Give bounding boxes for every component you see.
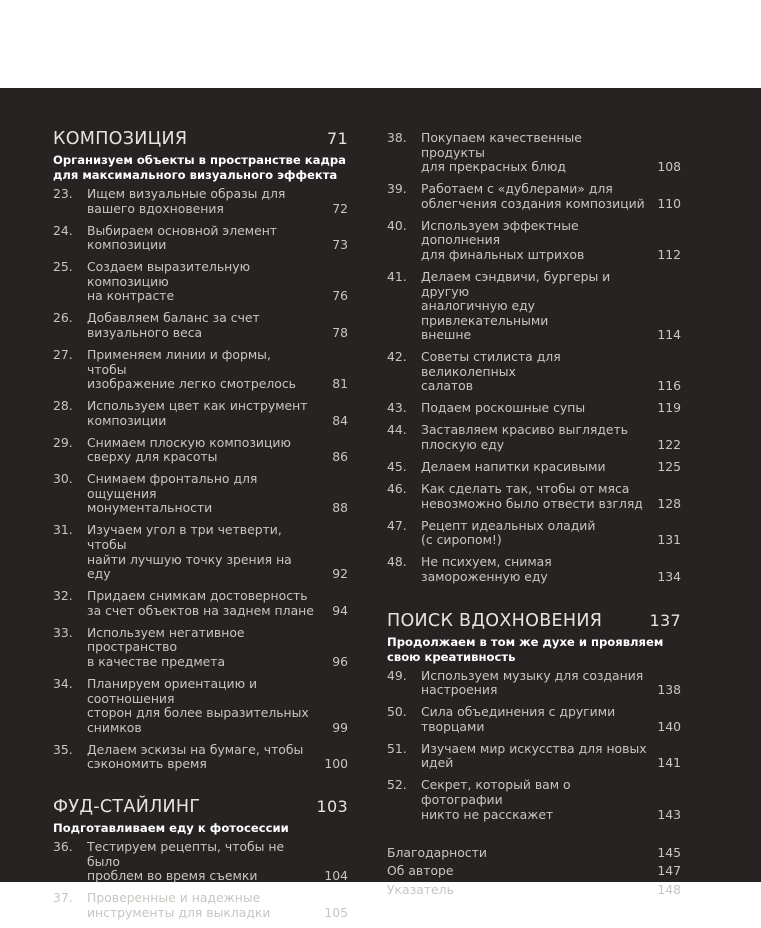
- toc-entry: [387, 401, 681, 416]
- entry-title-line: Заставляем красиво выглядеть: [421, 422, 629, 438]
- toc-entry: [53, 348, 348, 392]
- entry-title: [421, 555, 647, 584]
- back-matter-page: 147: [657, 863, 681, 879]
- toc-entry: [387, 350, 681, 394]
- entry-page: 114: [657, 327, 681, 343]
- entry-page: 141: [657, 755, 681, 771]
- toc-entry: [53, 399, 348, 428]
- entry-title: [87, 840, 314, 884]
- section-page: 103: [316, 797, 348, 817]
- entry-title-line: монументальности: [87, 500, 213, 516]
- toc-entry: [387, 460, 681, 475]
- entry-list: [53, 187, 348, 772]
- entry-page: 104: [324, 868, 348, 884]
- entry-list: [53, 840, 348, 920]
- entry-number: 51.: [387, 740, 407, 756]
- entry-title: [87, 436, 314, 465]
- entry-number: 30.: [53, 471, 73, 487]
- entry-page: 78: [332, 324, 348, 340]
- entry-title-line: аналогичную еду привлекательными: [421, 298, 549, 328]
- entry-number: 27.: [53, 346, 73, 362]
- toc-entry: [53, 589, 348, 618]
- entry-page: 99: [332, 719, 348, 735]
- entry-title-line: Добавляем баланс за счет: [87, 310, 260, 326]
- entry-title-line: Используем цвет как инструмент: [87, 398, 308, 414]
- entry-title-line: инструменты для выкладки: [87, 905, 271, 921]
- entry-number: 46.: [387, 481, 407, 496]
- entry-page: 96: [332, 653, 348, 669]
- entry-title: [87, 626, 314, 670]
- entry-title-line: Изучаем мир искусства для новых: [421, 740, 647, 756]
- entry-title: [87, 589, 314, 618]
- toc-entry: [53, 436, 348, 465]
- toc-entry: [387, 423, 681, 452]
- entry-title-line: сверху для красоты: [87, 449, 218, 465]
- toc-entry: [387, 482, 681, 511]
- entry-title-line: идей: [421, 755, 454, 771]
- entry-title: [421, 270, 647, 343]
- entry-title-line: для финальных штрихов: [421, 246, 585, 262]
- entry-page: 73: [332, 237, 348, 253]
- entry-number: 24.: [53, 222, 73, 238]
- toc-entry: [387, 519, 681, 548]
- entry-title-line: сторон для более выразительных: [87, 705, 309, 721]
- toc-entry: [53, 840, 348, 884]
- entry-title-line: Секрет, который вам о фотографии: [421, 777, 571, 808]
- entry-title-line: Тестируем рецепты, чтобы не было: [87, 839, 285, 869]
- entry-number: 43.: [387, 400, 407, 416]
- entry-title-line: Подаем роскошные супы: [421, 400, 586, 416]
- back-matter-entry: [387, 881, 681, 900]
- entry-page: 112: [657, 246, 681, 262]
- entry-title-line: Сила объединения с другими: [421, 704, 616, 720]
- entry-page: 140: [657, 718, 681, 734]
- entry-page: 88: [332, 500, 348, 516]
- entry-title: [421, 401, 647, 416]
- entry-title: [421, 460, 647, 475]
- top-margin: [0, 0, 761, 88]
- entry-title: [421, 423, 647, 452]
- entry-title-line: салатов: [421, 378, 474, 394]
- entry-title: [87, 523, 314, 581]
- section-title: КОМПОЗИЦИЯ: [53, 129, 188, 149]
- entry-number: 50.: [387, 704, 407, 720]
- entry-title: [87, 472, 314, 516]
- entry-number: 41.: [387, 268, 407, 284]
- toc-entry: [53, 472, 348, 516]
- toc-right-column: [387, 131, 681, 899]
- entry-title: [421, 350, 647, 394]
- entry-title-line: Снимаем плоскую композицию: [87, 434, 291, 450]
- entry-number: 34.: [53, 675, 73, 691]
- entry-title: [421, 219, 647, 263]
- entry-list: [387, 669, 681, 823]
- entry-title-line: облегчения создания композиций: [421, 195, 645, 211]
- entry-title: [87, 399, 314, 428]
- entry-title-line: Проверенные и надежные: [87, 890, 261, 906]
- toc-page: [0, 88, 761, 921]
- entry-title: [421, 742, 647, 771]
- entry-title-line: Делаем эскизы на бумаге, чтобы: [87, 741, 304, 757]
- entry-title-line: Выбираем основной элемент: [87, 222, 278, 238]
- entry-list: [387, 131, 681, 584]
- entry-title-line: творцами: [421, 718, 485, 734]
- entry-number: 45.: [387, 459, 407, 475]
- entry-page: 81: [332, 376, 348, 392]
- entry-page: 108: [657, 159, 681, 175]
- entry-title-line: изображение легко смотрелось: [87, 376, 296, 392]
- section-subtitle: Продолжаем в том же духе и проявляем свою креативность: [387, 634, 664, 664]
- entry-page: 143: [657, 806, 681, 822]
- entry-page: 122: [657, 437, 681, 453]
- entry-page: 131: [657, 532, 681, 548]
- toc-entry: [387, 669, 681, 698]
- entry-title-line: плоскую еду: [421, 437, 505, 453]
- entry-page: 72: [332, 200, 348, 216]
- back-matter-list: [387, 844, 681, 900]
- toc-entry: [387, 131, 681, 175]
- entry-page: 86: [332, 449, 348, 465]
- entry-title: [87, 743, 314, 772]
- back-matter-page: 145: [657, 844, 681, 860]
- entry-title-line: композиции: [87, 237, 167, 253]
- entry-page: 76: [332, 288, 348, 304]
- entry-title: [87, 348, 314, 392]
- section-title: ПОИСК ВДОХНОВЕНИЯ: [387, 610, 603, 631]
- toc-entry: [387, 182, 681, 211]
- entry-number: 26.: [53, 310, 73, 326]
- toc-entry: [53, 224, 348, 253]
- entry-page: 110: [657, 195, 681, 211]
- entry-title: [421, 778, 647, 822]
- entry-title-line: Планируем ориентацию и соотношения: [87, 675, 258, 706]
- entry-title: [87, 311, 314, 340]
- back-matter-label: Указатель: [387, 881, 454, 897]
- entry-title: [87, 260, 314, 304]
- entry-number: 25.: [53, 259, 73, 275]
- entry-number: 49.: [387, 667, 407, 683]
- back-matter-entry: [387, 862, 681, 881]
- toc-entry: [53, 891, 348, 920]
- toc-entry: [53, 187, 348, 216]
- entry-title-line: Изучаем угол в три четверти, чтобы: [87, 522, 282, 552]
- entry-number: 38.: [387, 130, 407, 145]
- entry-title-line: замороженную еду: [421, 568, 548, 584]
- entry-number: 47.: [387, 517, 407, 533]
- entry-title-line: Используем эффектные дополнения: [421, 217, 579, 248]
- entry-title-line: Придаем снимкам достоверность: [87, 588, 308, 604]
- entry-title-line: Советы стилиста для великолепных: [421, 349, 561, 379]
- entry-title-line: найти лучшую точку зрения на еду: [87, 551, 292, 582]
- entry-page: 92: [332, 566, 348, 582]
- entry-number: 39.: [387, 181, 407, 197]
- entry-page: 94: [332, 602, 348, 618]
- entry-number: 35.: [53, 741, 73, 757]
- entry-title-line: проблем во время съемки: [87, 868, 258, 884]
- toc-entry: [387, 742, 681, 771]
- entry-page: 84: [332, 412, 348, 428]
- entry-number: 31.: [53, 522, 73, 538]
- entry-title-line: Покупаем качественные продукты: [421, 130, 582, 160]
- entry-title: [421, 519, 647, 548]
- entry-title-line: визуального веса: [87, 324, 203, 340]
- entry-page: 138: [657, 682, 681, 698]
- section-heading: [53, 127, 348, 151]
- back-matter-label: Благодарности: [387, 844, 487, 860]
- entry-title-line: композиции: [87, 412, 167, 428]
- entry-title-line: Создаем выразительную композицию: [87, 259, 251, 289]
- entry-title-line: никто не расскажет: [421, 806, 554, 822]
- entry-number: 33.: [53, 624, 73, 640]
- entry-title: [87, 677, 314, 735]
- entry-title-line: Снимаем фронтально для ощущения: [87, 471, 258, 501]
- entry-title-line: Делаем сэндвичи, бургеры и другую: [421, 268, 611, 299]
- entry-number: 42.: [387, 349, 407, 365]
- toc-entry: [387, 555, 681, 584]
- entry-title-line: вашего вдохновения: [87, 200, 224, 216]
- entry-title: [87, 891, 314, 920]
- entry-number: 29.: [53, 434, 73, 450]
- section-subtitle: Организуем объекты в пространстве кадра для максимального визуального эффекта: [53, 153, 346, 182]
- section-heading: [53, 795, 348, 819]
- entry-number: 44.: [387, 422, 407, 438]
- entry-number: 32.: [53, 588, 73, 604]
- entry-page: 134: [657, 568, 681, 584]
- entry-title-line: в качестве предмета: [87, 653, 226, 669]
- toc-entry: [53, 523, 348, 581]
- toc-entry: [53, 311, 348, 340]
- section-title: ФУД-СТАЙЛИНГ: [53, 797, 201, 818]
- entry-number: 36.: [53, 839, 73, 855]
- entry-title-line: сэкономить время: [87, 756, 207, 772]
- entry-title-line: для прекрасных блюд: [421, 159, 566, 175]
- entry-number: 48.: [387, 554, 407, 570]
- entry-title-line: Работаем с «дублерами» для: [421, 181, 613, 197]
- entry-title-line: за счет объектов на заднем плане: [87, 602, 314, 618]
- entry-title-line: Используем музыку для создания: [421, 667, 644, 683]
- entry-number: 52.: [387, 777, 407, 793]
- toc-entry: [53, 626, 348, 670]
- toc-left-column: [53, 127, 348, 928]
- section-page: 71: [327, 129, 348, 148]
- back-matter-label: Об авторе: [387, 863, 454, 879]
- entry-title: [87, 187, 314, 216]
- toc-entry: [387, 219, 681, 263]
- entry-title-line: Не психуем, снимая: [421, 554, 552, 570]
- toc-entry: [387, 778, 681, 822]
- entry-title: [421, 131, 647, 175]
- back-matter-entry: [387, 844, 681, 863]
- entry-title-line: (с сиропом!): [421, 532, 502, 548]
- entry-number: 40.: [387, 217, 407, 233]
- section-page: 137: [649, 610, 681, 630]
- back-matter-page: 148: [657, 881, 681, 897]
- entry-title: [421, 669, 647, 698]
- entry-page: 105: [324, 905, 348, 921]
- entry-number: 37.: [53, 890, 73, 906]
- entry-title: [421, 482, 647, 511]
- entry-title-line: снимков: [87, 719, 142, 735]
- entry-title-line: Как сделать так, чтобы от мяса: [421, 481, 630, 496]
- entry-title: [87, 224, 314, 253]
- toc-entry: [53, 677, 348, 735]
- entry-page: 128: [657, 495, 681, 511]
- entry-page: 125: [657, 459, 681, 475]
- section-heading: [387, 609, 681, 633]
- entry-page: 100: [324, 756, 348, 772]
- entry-title-line: внешне: [421, 327, 472, 343]
- entry-title-line: Применяем линии и формы, чтобы: [87, 346, 271, 377]
- entry-title-line: Используем негативное пространство: [87, 624, 245, 655]
- entry-title-line: на контрасте: [87, 288, 175, 304]
- entry-title-line: Рецепт идеальных оладий: [421, 517, 596, 533]
- entry-title: [421, 705, 647, 734]
- section-subtitle: Подготавливаем еду к фотосессии: [53, 821, 289, 836]
- entry-title-line: Ищем визуальные образы для: [87, 186, 286, 201]
- entry-title-line: настроения: [421, 682, 498, 698]
- entry-title-line: Делаем напитки красивыми: [421, 459, 606, 475]
- entry-title: [421, 182, 647, 211]
- entry-page: 116: [657, 378, 681, 394]
- toc-entry: [53, 260, 348, 304]
- toc-entry: [387, 270, 681, 343]
- entry-number: 23.: [53, 186, 73, 201]
- toc-entry: [53, 743, 348, 772]
- entry-page: 119: [657, 400, 681, 416]
- entry-title-line: невозможно было отвести взгляд: [421, 495, 643, 511]
- toc-entry: [387, 705, 681, 734]
- entry-number: 28.: [53, 398, 73, 414]
